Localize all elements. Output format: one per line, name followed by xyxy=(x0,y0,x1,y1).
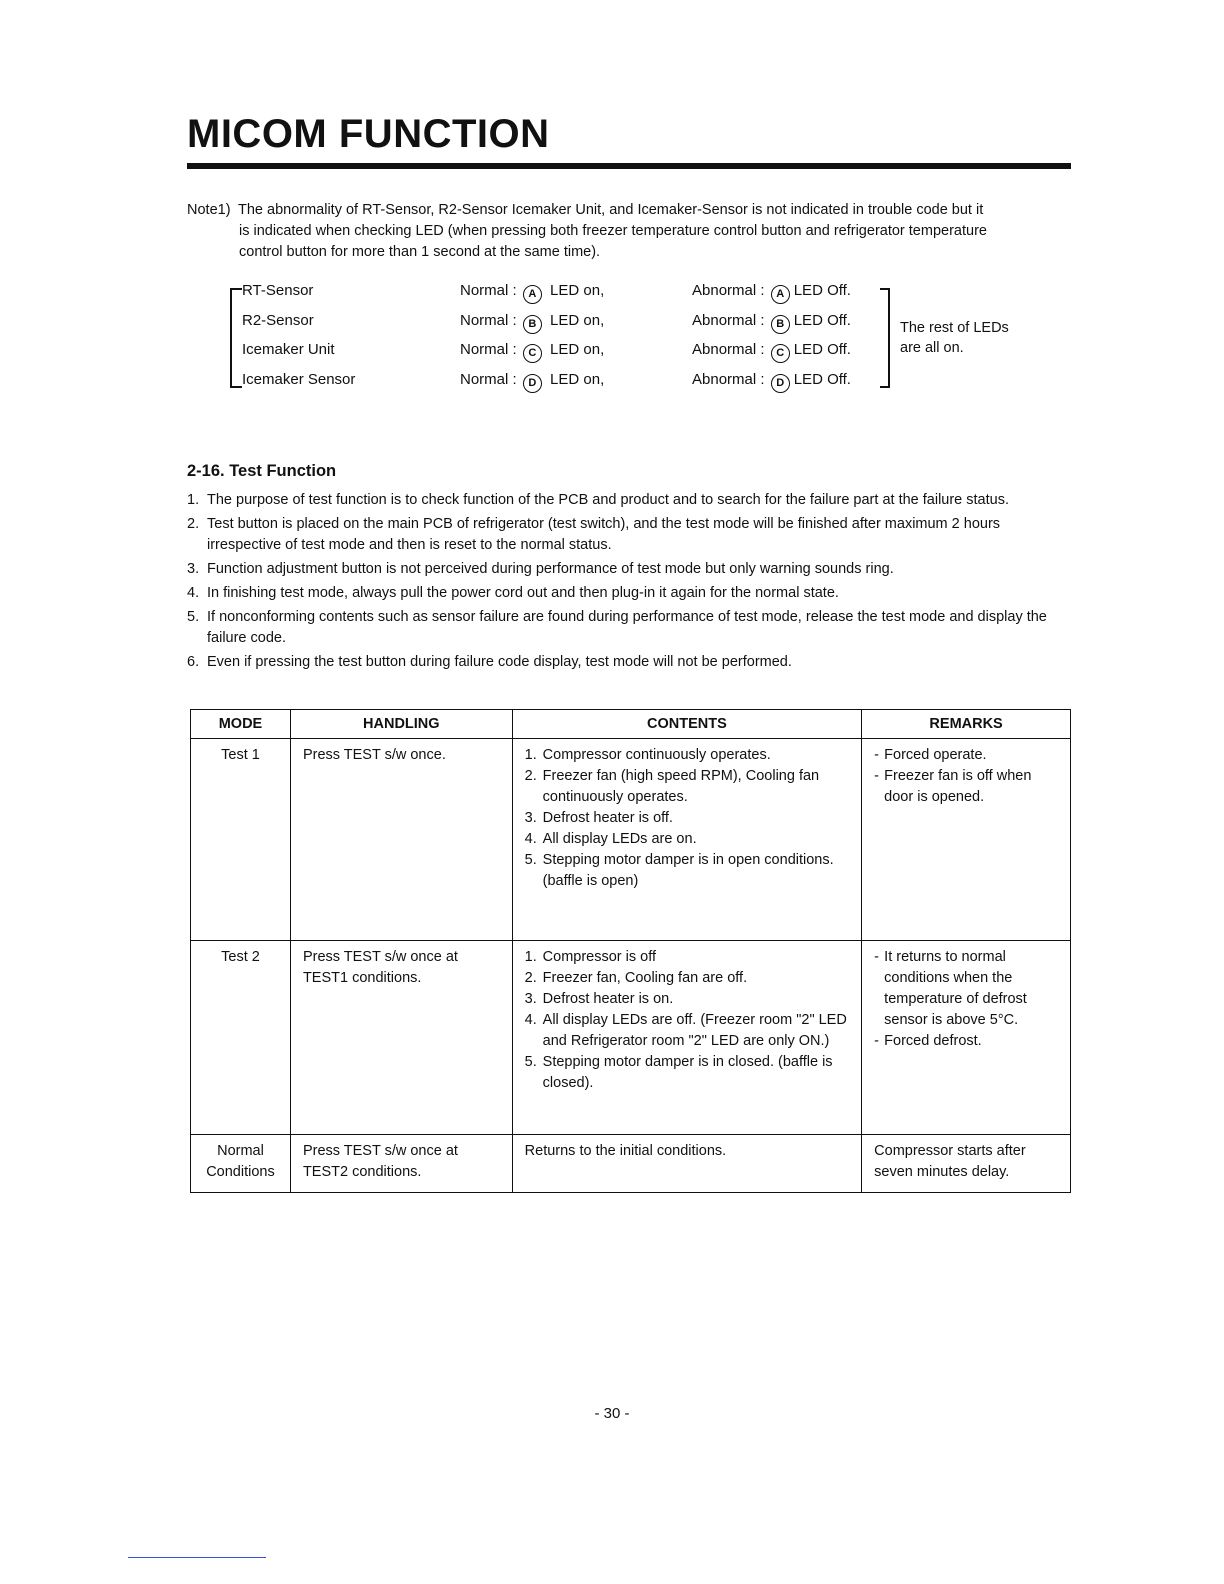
content-item: 1. Compressor is off xyxy=(524,949,657,965)
list-item: 6. Even if pressing the test button during failure code display, test mode will not be performed. xyxy=(187,654,792,670)
section-title: 2-16. Test Function xyxy=(187,462,337,480)
table-row xyxy=(191,1135,1071,1193)
content-item: 5. Stepping motor damper is in closed. (baffle is closed). xyxy=(524,1054,833,1091)
column-header-contents: CONTENTS xyxy=(512,710,862,739)
note-line: is indicated when checking LED (when pressing both freezer temperature control button and refrigerator temperature xyxy=(239,223,987,239)
content-item: 4. All display LEDs are off. (Freezer room "2" LED and Refrigerator room "2" LED are only ON.) xyxy=(524,1012,847,1049)
rest-note-line: are all on. xyxy=(900,340,964,356)
sensor-name: R2-Sensor xyxy=(242,312,314,329)
handling-cell: Press TEST s/w once at TEST1 conditions. xyxy=(290,941,512,1135)
rest-note-line: The rest of LEDs xyxy=(900,320,1009,336)
led-a-icon: A xyxy=(771,285,790,304)
content-item: 3. Defrost heater is on. xyxy=(524,991,674,1007)
remarks-cell xyxy=(862,941,1071,1135)
remark-item: - Forced defrost. xyxy=(874,1033,982,1049)
contents-cell xyxy=(512,941,862,1135)
footer-rule xyxy=(128,1557,266,1558)
content-item: 1. Compressor continuously operates. xyxy=(524,747,771,763)
mode-cell: Normal Conditions xyxy=(191,1135,291,1193)
led-d-icon: D xyxy=(523,374,542,393)
remark-item: - It returns to normal conditions when the temperature of defrost sensor is above 5°C. xyxy=(874,949,1027,1028)
note-line: The abnormality of RT-Sensor, R2-Sensor Icemaker Unit, and Icemaker-Sensor is not indicated in trouble code but it xyxy=(238,202,984,218)
handling-cell: Press TEST s/w once at TEST2 conditions. xyxy=(290,1135,512,1193)
led-c-icon: C xyxy=(771,344,790,363)
column-header-remarks: REMARKS xyxy=(862,710,1071,739)
led-c-icon: C xyxy=(523,344,542,363)
list-item: 2. Test button is placed on the main PCB of refrigerator (test switch), and the test mode will be finished after maximum 2 hours irrespective of test mode and then is reset to the normal status. xyxy=(187,516,1001,553)
title-underline xyxy=(187,163,1071,169)
column-header-mode: MODE xyxy=(191,710,291,739)
remarks-cell xyxy=(862,739,1071,941)
sensor-name: RT-Sensor xyxy=(242,282,314,299)
table-header-row xyxy=(191,710,1071,739)
list-item: 5. If nonconforming contents such as sensor failure are found during performance of test mode, release the test mode and display the failure code. xyxy=(187,609,1047,646)
note-paragraph xyxy=(187,200,1071,263)
led-b-icon: B xyxy=(771,315,790,334)
sensor-normal: Normal : D LED on, xyxy=(460,371,604,393)
led-a-icon: A xyxy=(523,285,542,304)
handling-cell: Press TEST s/w once. xyxy=(290,739,512,941)
test-function-list xyxy=(187,490,1071,676)
remark-item: - Freezer fan is off when door is opened. xyxy=(874,768,1032,805)
table-row xyxy=(191,941,1071,1135)
list-item: 3. Function adjustment button is not perceived during performance of test mode but only warning sounds ring. xyxy=(187,561,894,577)
sensor-normal: Normal : B LED on, xyxy=(460,312,604,334)
table-row xyxy=(191,739,1071,941)
test-mode-table xyxy=(190,709,1071,1193)
led-b-icon: B xyxy=(523,315,542,334)
content-item: 5. Stepping motor damper is in open conditions. (baffle is open) xyxy=(524,852,834,889)
content-item: 2. Freezer fan (high speed RPM), Cooling fan continuously operates. xyxy=(524,768,820,805)
content-item: 4. All display LEDs are on. xyxy=(524,831,697,847)
note-prefix: Note1) xyxy=(187,202,231,218)
sensor-name: Icemaker Unit xyxy=(242,341,335,358)
mode-cell: Test 1 xyxy=(191,739,291,941)
remarks-cell: Compressor starts after seven minutes delay. xyxy=(862,1135,1071,1193)
sensor-abnormal: Abnormal : B LED Off. xyxy=(692,312,851,334)
sensor-abnormal: Abnormal : D LED Off. xyxy=(692,371,851,393)
mode-cell: Test 2 xyxy=(191,941,291,1135)
page-title: MICOM FUNCTION xyxy=(187,112,550,156)
content-item: 3. Defrost heater is off. xyxy=(524,810,673,826)
led-d-icon: D xyxy=(771,374,790,393)
content-item: 2. Freezer fan, Cooling fan are off. xyxy=(524,970,748,986)
list-item: 4. In finishing test mode, always pull the power cord out and then plug-in it again for the normal state. xyxy=(187,585,839,601)
page-number: - 30 - xyxy=(594,1405,630,1422)
sensor-abnormal: Abnormal : C LED Off. xyxy=(692,341,851,363)
sensor-normal: Normal : A LED on, xyxy=(460,282,604,304)
contents-cell xyxy=(512,739,862,941)
list-item: 1. The purpose of test function is to check function of the PCB and product and to search for the failure part at the failure status. xyxy=(187,492,1009,508)
sensor-abnormal: Abnormal : A LED Off. xyxy=(692,282,851,304)
note-line: control button for more than 1 second at the same time). xyxy=(239,244,601,260)
sensor-normal: Normal : C LED on, xyxy=(460,341,604,363)
contents-cell: Returns to the initial conditions. xyxy=(512,1135,862,1193)
rest-of-leds-note xyxy=(900,318,1040,358)
sensor-name: Icemaker Sensor xyxy=(242,371,356,388)
left-bracket xyxy=(230,288,242,388)
right-bracket xyxy=(880,288,890,388)
remark-item: - Forced operate. xyxy=(874,747,987,763)
column-header-handling: HANDLING xyxy=(290,710,512,739)
